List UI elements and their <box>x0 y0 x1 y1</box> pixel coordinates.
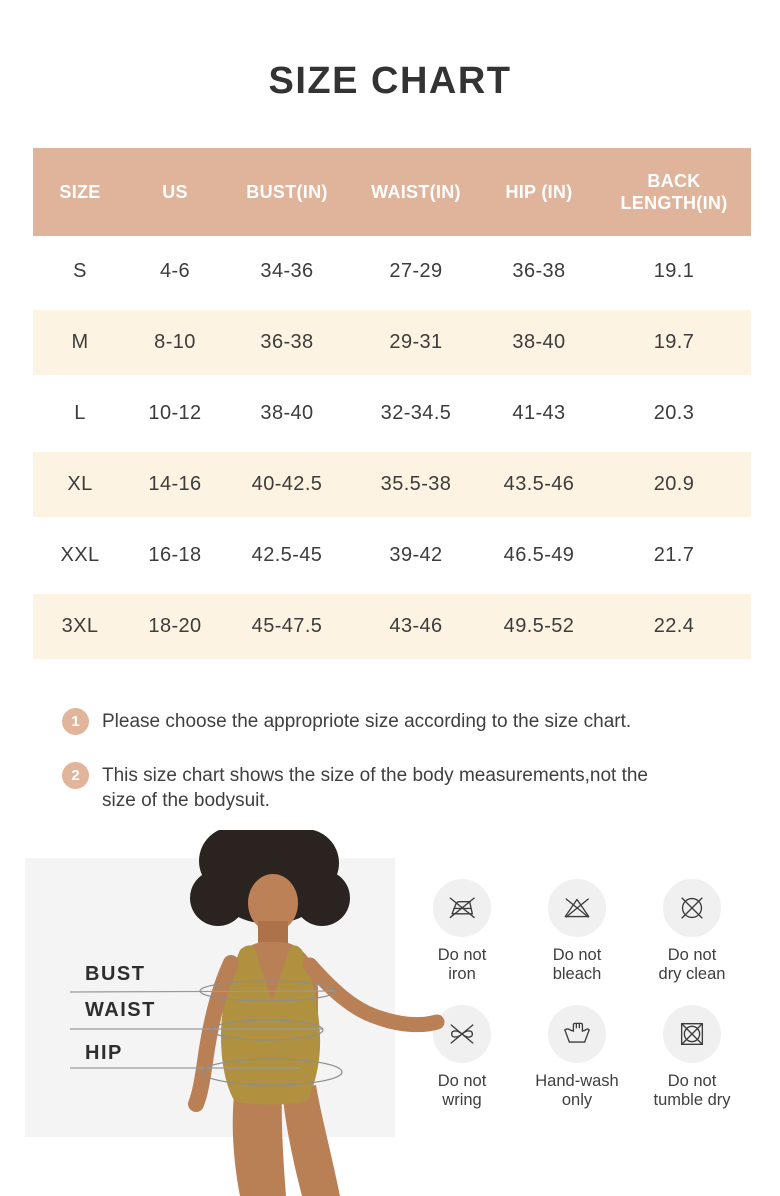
table-row-s <box>33 236 751 307</box>
cell-back-length: 20.3 <box>653 402 695 424</box>
care-do-not-tumble-dry: Do not tumble dry <box>632 1005 752 1111</box>
cell-size: L <box>74 402 86 424</box>
cell-back-length: 19.1 <box>653 260 695 282</box>
cell-bust: 42.5-45 <box>251 544 323 566</box>
cell-back-length: 20.9 <box>653 473 695 495</box>
cell-size: M <box>71 331 89 353</box>
column-header-bust: BUST(IN) <box>246 181 328 202</box>
table-row-m <box>33 307 751 378</box>
note-2 <box>62 762 722 814</box>
do-not-wring-icon <box>444 1016 480 1052</box>
cell-size: 3XL <box>61 615 99 637</box>
do-not-iron-icon <box>444 890 480 926</box>
care-do-not-wring: Do not wring <box>402 1005 522 1111</box>
do-not-tumble-dry-icon <box>674 1016 710 1052</box>
care-do-not-iron: Do not iron <box>402 879 522 985</box>
cell-bust: 45-47.5 <box>251 615 323 637</box>
hand-wash-only-icon <box>559 1016 595 1052</box>
cell-bust: 36-38 <box>260 331 314 353</box>
cell-waist: 29-31 <box>389 331 443 353</box>
cell-hip: 36-38 <box>512 260 566 282</box>
cell-us: 4-6 <box>159 260 191 282</box>
cell-size: XL <box>67 473 93 495</box>
size-table <box>33 148 751 662</box>
cell-size: XXL <box>60 544 100 566</box>
cell-waist: 35.5-38 <box>380 473 452 495</box>
cell-us: 16-18 <box>148 544 202 566</box>
table-row-l <box>33 378 751 449</box>
note-1 <box>62 708 722 735</box>
cell-us: 10-12 <box>148 402 202 424</box>
note-2-text: This size chart shows the size of the body measurements,not the size of the bodysuit. <box>102 765 648 812</box>
cell-waist: 27-29 <box>389 260 443 282</box>
column-header-size: SIZE <box>59 181 101 202</box>
cell-hip: 49.5-52 <box>503 615 575 637</box>
size-table-header-row <box>33 148 751 236</box>
cell-bust: 34-36 <box>260 260 314 282</box>
note-1-text: Please choose the appropriote size according to the size chart. <box>102 711 632 732</box>
note-1-number-badge: 1 <box>62 708 89 735</box>
care-hand-wash-only: Hand-wash only <box>517 1005 637 1111</box>
page-title: SIZE CHART <box>268 60 512 102</box>
cell-size: S <box>73 260 87 282</box>
cell-waist: 43-46 <box>389 615 443 637</box>
cell-bust: 38-40 <box>260 402 314 424</box>
do-not-dry-clean-icon <box>674 890 710 926</box>
column-header-waist: WAIST(IN) <box>371 181 461 202</box>
care-do-not-dry-clean: Do not dry clean <box>632 879 752 985</box>
waist-label: WAIST <box>85 999 156 1021</box>
table-row-xl <box>33 449 751 520</box>
care-do-not-bleach: Do not bleach <box>517 879 637 985</box>
bust-label: BUST <box>85 963 146 985</box>
cell-hip: 41-43 <box>512 402 566 424</box>
column-header-hip: HIP (IN) <box>505 181 573 202</box>
cell-back-length: 19.7 <box>653 331 695 353</box>
cell-hip: 43.5-46 <box>503 473 575 495</box>
column-header-us: US <box>162 181 188 202</box>
cell-back-length: 21.7 <box>653 544 695 566</box>
table-row-xxl <box>33 520 751 591</box>
do-not-bleach-icon <box>559 890 595 926</box>
cell-waist: 32-34.5 <box>380 402 452 424</box>
cell-hip: 46.5-49 <box>503 544 575 566</box>
cell-hip: 38-40 <box>512 331 566 353</box>
table-row-3xl <box>33 591 751 662</box>
column-header-back-length: BACK LENGTH(IN) <box>620 170 728 213</box>
note-2-number-badge: 2 <box>62 762 89 789</box>
cell-waist: 39-42 <box>389 544 443 566</box>
cell-bust: 40-42.5 <box>251 473 323 495</box>
hip-label: HIP <box>85 1042 123 1064</box>
measurement-panel <box>25 858 395 1137</box>
cell-back-length: 22.4 <box>653 615 695 637</box>
cell-us: 8-10 <box>154 331 196 353</box>
cell-us: 18-20 <box>148 615 202 637</box>
cell-us: 14-16 <box>148 473 202 495</box>
